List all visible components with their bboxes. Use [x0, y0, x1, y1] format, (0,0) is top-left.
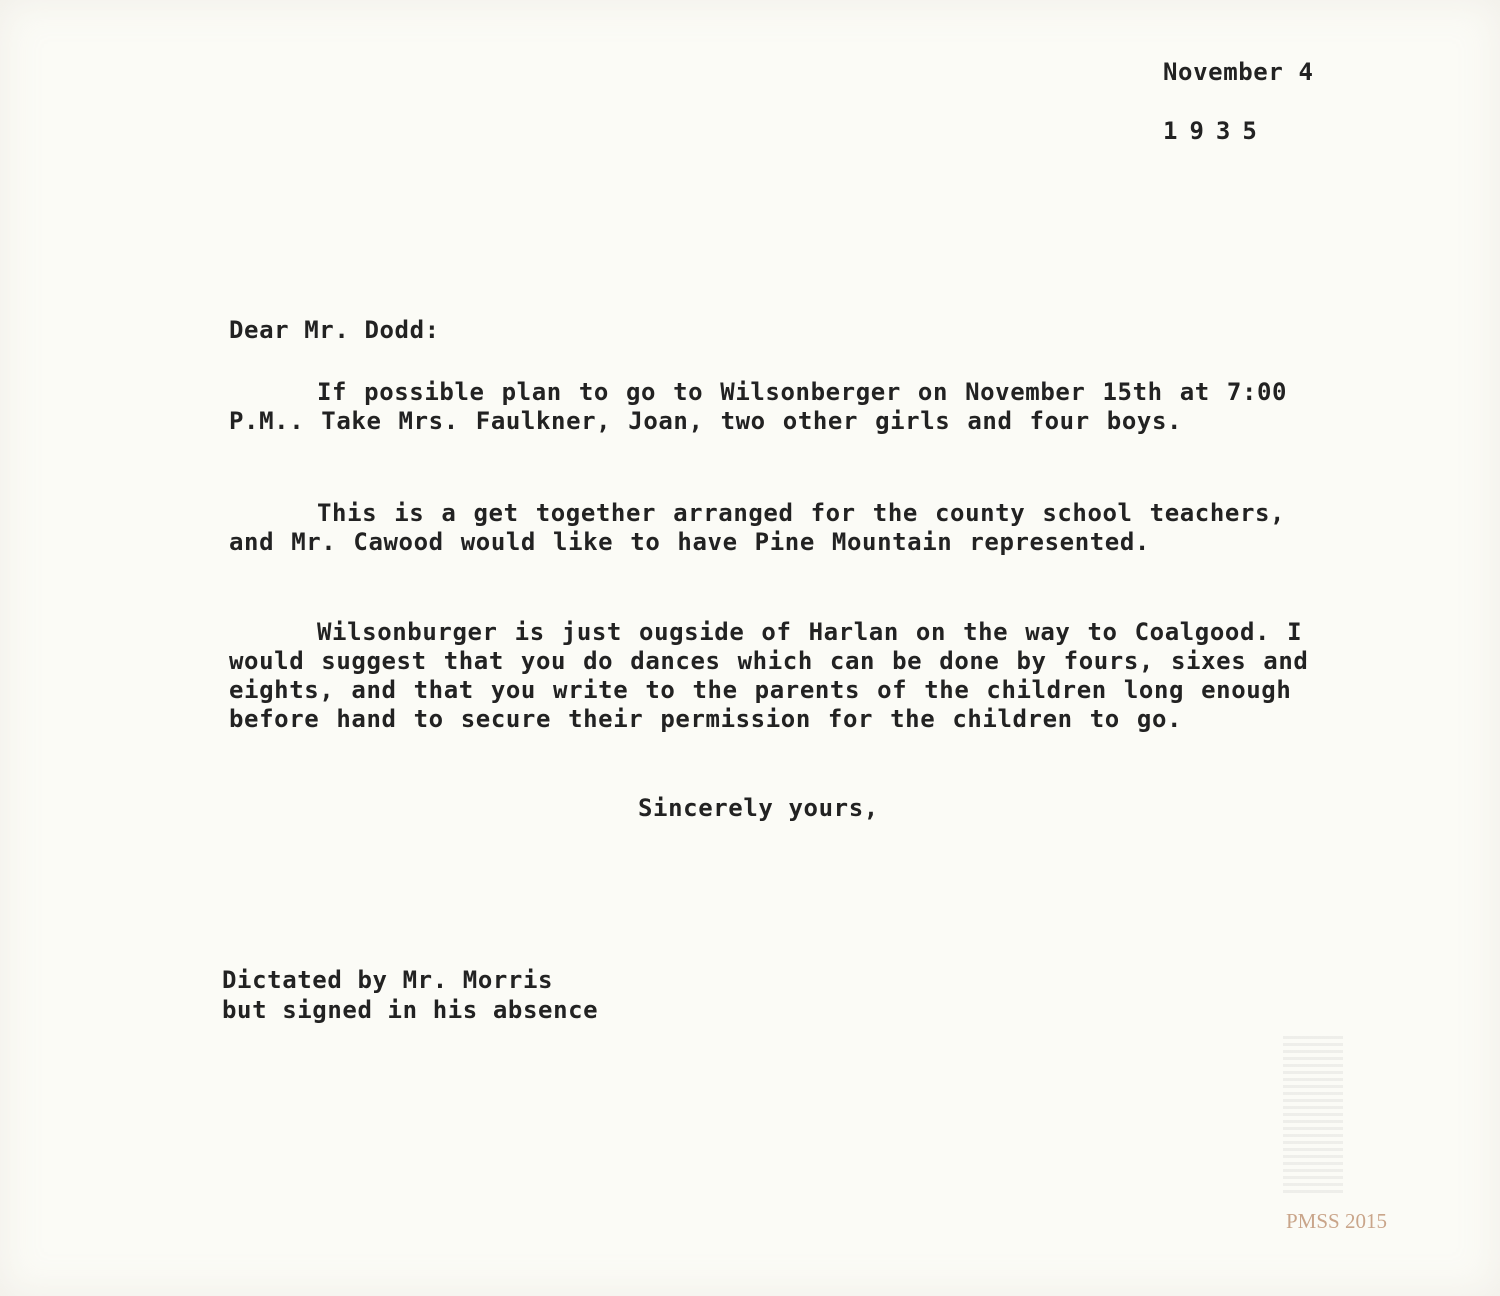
letter-paragraph-1: If possible plan to go to Wilsonberger on November 15th at 7:00 P.M.. Take Mrs. Faulkner, Joan, two other girls and four boys. [229, 378, 1288, 435]
archive-watermark: PMSS 2015 [1286, 1209, 1387, 1233]
salutation: Dear Mr. Dodd: [229, 316, 440, 344]
letter-year: 1935 [1163, 117, 1269, 145]
letter-date: November 4 [1163, 58, 1314, 86]
letter-paragraph-3: Wilsonburger is just ougside of Harlan on the way to Coalgood. I would suggest that you do dances which can be done by fours, sixes and eights, and that you write to the parents of the children long enough before hand to secure their permission for the children to go. [229, 618, 1309, 733]
dictation-note-line-1: Dictated by Mr. Morris [222, 966, 554, 994]
dictation-note-line-2: but signed in his absence [222, 996, 599, 1024]
paper-smudge [1283, 1036, 1343, 1196]
letter-paragraph-2: This is a get together arranged for the county school teachers, and Mr. Cawood would like to have Pine Mountain represented. [229, 499, 1286, 556]
closing: Sincerely yours, [638, 794, 879, 822]
